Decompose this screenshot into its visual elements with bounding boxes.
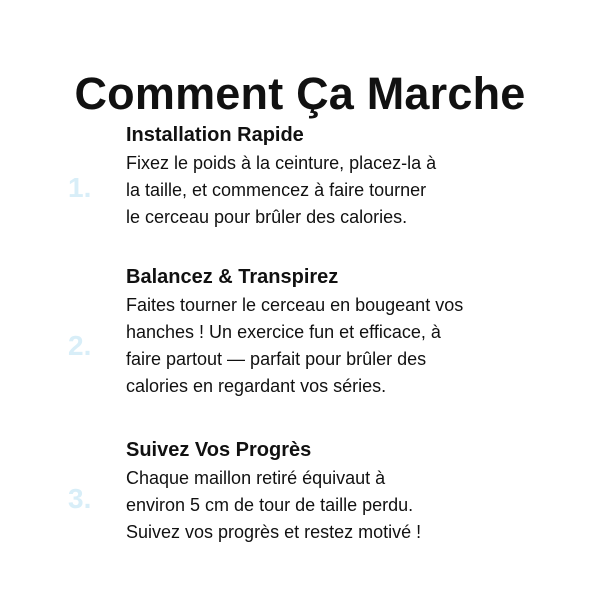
step-text-line: Fixez le poids à la ceinture, placez-la à [126, 153, 437, 173]
step-description [126, 292, 576, 400]
step-content [126, 264, 576, 400]
step-text-line: le cerceau pour brûler des calories. [126, 207, 408, 227]
step-number: 3. [68, 483, 92, 514]
step-number: 1. [68, 172, 92, 203]
step-title: Balancez & Transpirez [126, 266, 339, 288]
step-text-line: la taille, et commencez à faire tourner [126, 180, 427, 200]
step-description [126, 150, 576, 231]
step-content [126, 122, 576, 231]
step-text-line: Suivez vos progrès et restez motivé ! [126, 522, 422, 542]
step-text-line: Faites tourner le cerceau en bougeant vos [126, 295, 464, 315]
step-text-line: faire partout — parfait pour brûler des [126, 349, 427, 369]
page-title: Comment Ça Marche [74, 68, 526, 120]
step-text-line: hanches ! Un exercice fun et efficace, à [126, 322, 441, 342]
step-number: 2. [68, 330, 92, 361]
step-text-line: environ 5 cm de tour de taille perdu. [126, 495, 414, 515]
step-title: Suivez Vos Progrès [126, 439, 312, 461]
step-text-line: Chaque maillon retiré équivaut à [126, 468, 386, 488]
step-description [126, 465, 576, 546]
step-text-line: calories en regardant vos séries. [126, 376, 387, 396]
step-content [126, 437, 576, 546]
step-title: Installation Rapide [126, 124, 304, 146]
